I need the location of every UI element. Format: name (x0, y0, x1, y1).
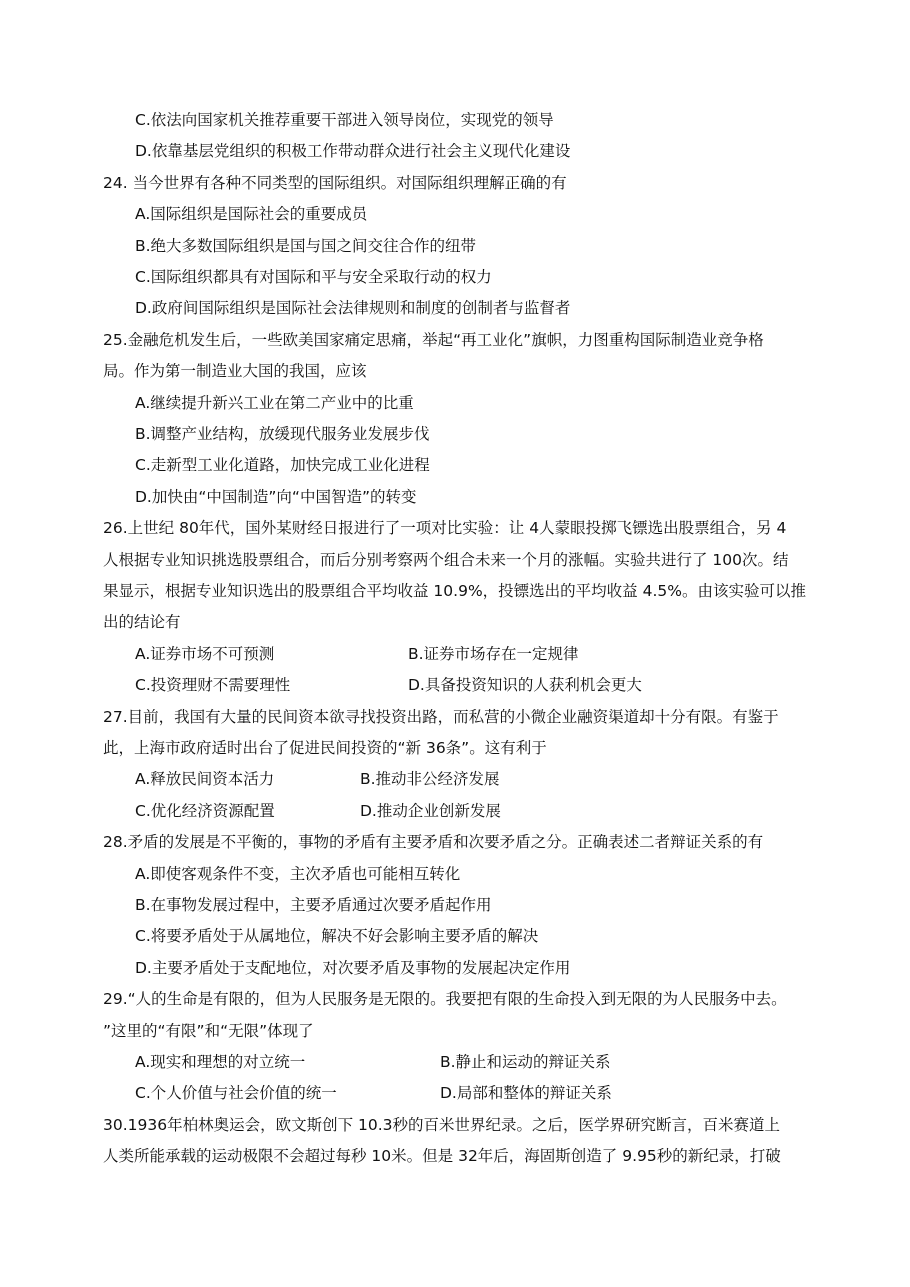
option-text: B.证券市场存在一定规律 (408, 645, 579, 663)
question-text: 29.“人的生命是有限的，但为人民服务是无限的。我要把有限的生命投入到无限的为人民服务中去。 (103, 990, 787, 1008)
question-text: 30.1936年柏林奥运会，欧文斯创下 10.3秒的百米世界纪录。之后，医学界研究断言，百米赛道上 (103, 1116, 781, 1134)
option-text: C.将要矛盾处于从属地位，解决不好会影响主要矛盾的解决 (135, 927, 539, 945)
option-text: B.调整产业结构，放缓现代服务业发展步伐 (135, 425, 430, 443)
option-text: A.释放民间资本活力 (135, 770, 275, 788)
option-text: D.推动企业创新发展 (360, 802, 501, 820)
question-text: 人类所能承载的运动极限不会超过每秒 10米。但是 32年后，海固斯创造了 9.95秒的新纪录，打破 (103, 1147, 781, 1165)
option-text: D.局部和整体的辩证关系 (440, 1084, 612, 1102)
option-text: C.依法向国家机关推荐重要干部进入领导岗位，实现党的领导 (135, 111, 554, 129)
option-text: B.绝大多数国际组织是国与国之间交往合作的纽带 (135, 237, 477, 255)
option-text: B.静止和运动的辩证关系 (440, 1053, 611, 1071)
question-text: 局。作为第一制造业大国的我国，应该 (103, 362, 367, 380)
option-text: D.加快由“中国制造”向“中国智造”的转变 (135, 488, 417, 506)
option-text: D.政府间国际组织是国际社会法律规则和制度的创制者与监督者 (135, 299, 571, 317)
option-text: A.现实和理想的对立统一 (135, 1053, 306, 1071)
option-text: C.走新型工业化道路，加快完成工业化进程 (135, 456, 430, 474)
option-text: C.投资理财不需要理性 (135, 676, 291, 694)
option-text: A.继续提升新兴工业在第二产业中的比重 (135, 394, 414, 412)
question-text: 24. 当今世界有各种不同类型的国际组织。对国际组织理解正确的有 (103, 174, 567, 192)
question-text: 26.上世纪 80年代，国外某财经日报进行了一项对比实验：让 4人蒙眼投掷飞镖选出股票组合，另 4 (103, 519, 787, 537)
question-text: ”这里的“有限”和“无限”体现了 (103, 1022, 314, 1040)
question-text: 25.金融危机发生后，一些欧美国家痛定思痛，举起“再工业化”旗帜，力图重构国际制造业竞争格 (103, 331, 764, 349)
option-text: A.即使客观条件不变，主次矛盾也可能相互转化 (135, 865, 461, 883)
option-text: D.依靠基层党组织的积极工作带动群众进行社会主义现代化建设 (135, 142, 571, 160)
option-text: D.主要矛盾处于支配地位，对次要矛盾及事物的发展起决定作用 (135, 959, 571, 977)
option-text: C.优化经济资源配置 (135, 802, 275, 820)
question-text: 果显示，根据专业知识选出的股票组合平均收益 10.9%，投镖选出的平均收益 4.5%。由该实验可以推 (103, 582, 806, 600)
question-text: 此，上海市政府适时出台了促进民间投资的“新 36条”。这有利于 (103, 739, 547, 757)
option-text: A.国际组织是国际社会的重要成员 (135, 205, 368, 223)
question-text: 27.目前，我国有大量的民间资本欲寻找投资出路，而私营的小微企业融资渠道却十分有限。有鉴于 (103, 708, 779, 726)
option-text: C.个人价值与社会价值的统一 (135, 1084, 337, 1102)
option-text: A.证券市场不可预测 (135, 645, 275, 663)
option-text: D.具备投资知识的人获利机会更大 (408, 676, 642, 694)
option-text: B.推动非公经济发展 (360, 770, 500, 788)
question-text: 人根据专业知识挑选股票组合，而后分别考察两个组合未来一个月的涨幅。实验共进行了 100次。结 (103, 551, 789, 569)
option-text: C.国际组织都具有对国际和平与安全采取行动的权力 (135, 268, 492, 286)
question-text: 28.矛盾的发展是不平衡的，事物的矛盾有主要矛盾和次要矛盾之分。正确表述二者辩证关系的有 (103, 833, 764, 851)
option-text: B.在事物发展过程中，主要矛盾通过次要矛盾起作用 (135, 896, 492, 914)
question-text: 出的结论有 (103, 613, 181, 631)
